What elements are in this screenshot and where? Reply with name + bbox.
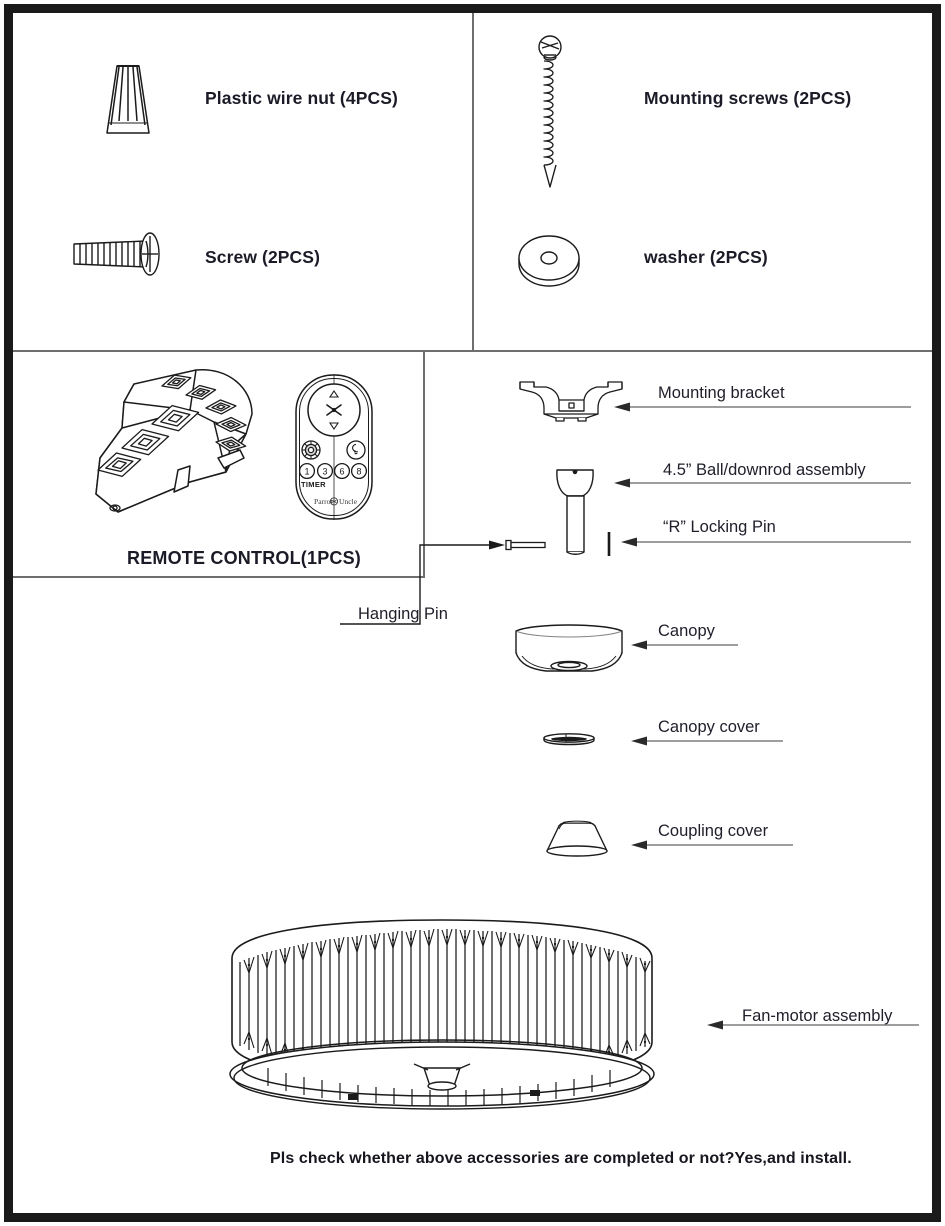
canopy-label: Canopy: [658, 622, 715, 640]
ball-downrod-assembly-label: 4.5” Ball/downrod assembly: [663, 461, 866, 479]
svg-text:8: 8: [356, 466, 362, 477]
coupling-cover-icon: [543, 818, 611, 860]
remote-handset-icon: [293, 372, 375, 522]
ball-downrod-assembly-icon: [551, 466, 599, 556]
svg-text:6: 6: [339, 466, 345, 477]
mounting-bracket-leader: [611, 400, 911, 414]
mounting-bracket-label: Mounting bracket: [658, 384, 785, 402]
svg-text:TIMER: TIMER: [301, 480, 326, 489]
dimmer-icon: [302, 441, 320, 459]
fan-motor-assembly-label: Fan-motor assembly: [742, 1007, 893, 1025]
footer-note: Pls check whether above accessories are completed or not?Yes,and install.: [270, 1150, 852, 1167]
canopy-cover-icon: [542, 731, 596, 749]
hanging-pin-label: Hanging Pin: [358, 605, 448, 623]
wood-screw-icon: [533, 35, 567, 190]
wire-nut-icon: [103, 63, 153, 139]
r-locking-pin-leader: [618, 535, 911, 549]
hanging-pin-icon: [505, 538, 547, 552]
machine-screw-label: Screw (2PCS): [205, 247, 320, 267]
svg-text:3: 3: [322, 466, 328, 477]
fan-motor-assembly-leader: [704, 1018, 919, 1032]
svg-text:1: 1: [304, 466, 310, 477]
fan-motor-assembly-icon: [218, 918, 666, 1118]
mounting-screws-label: Mounting screws (2PCS): [644, 88, 852, 108]
canopy-cover-leader: [628, 734, 783, 748]
remote-cradle-icon: [78, 362, 278, 537]
coupling-cover-label: Coupling cover: [658, 822, 769, 840]
divider-top-horizontal: [13, 350, 932, 352]
canopy-icon: [512, 617, 626, 675]
canopy-cover-label: Canopy cover: [658, 718, 760, 736]
svg-text:Parrot: Parrot: [314, 497, 333, 506]
svg-text:Uncle: Uncle: [339, 497, 358, 506]
machine-screw-icon: [68, 228, 178, 280]
light-bulb-icon: [347, 441, 365, 459]
ball-downrod-assembly-leader: [611, 476, 911, 490]
r-locking-pin-label: “R” Locking Pin: [663, 518, 776, 536]
remote-control-caption: REMOTE CONTROL(1PCS): [127, 548, 362, 568]
divider-top-vertical: [472, 13, 474, 351]
mounting-bracket-icon: [516, 378, 626, 422]
coupling-cover-leader: [628, 838, 793, 852]
r-locking-pin-icon: [605, 531, 613, 557]
washer-icon: [516, 232, 582, 288]
canopy-leader: [628, 638, 738, 652]
wire-nut-label: Plastic wire nut (4PCS): [205, 88, 398, 108]
hanging-pin-leader: [340, 538, 510, 628]
washer-label: washer (2PCS): [644, 247, 768, 267]
